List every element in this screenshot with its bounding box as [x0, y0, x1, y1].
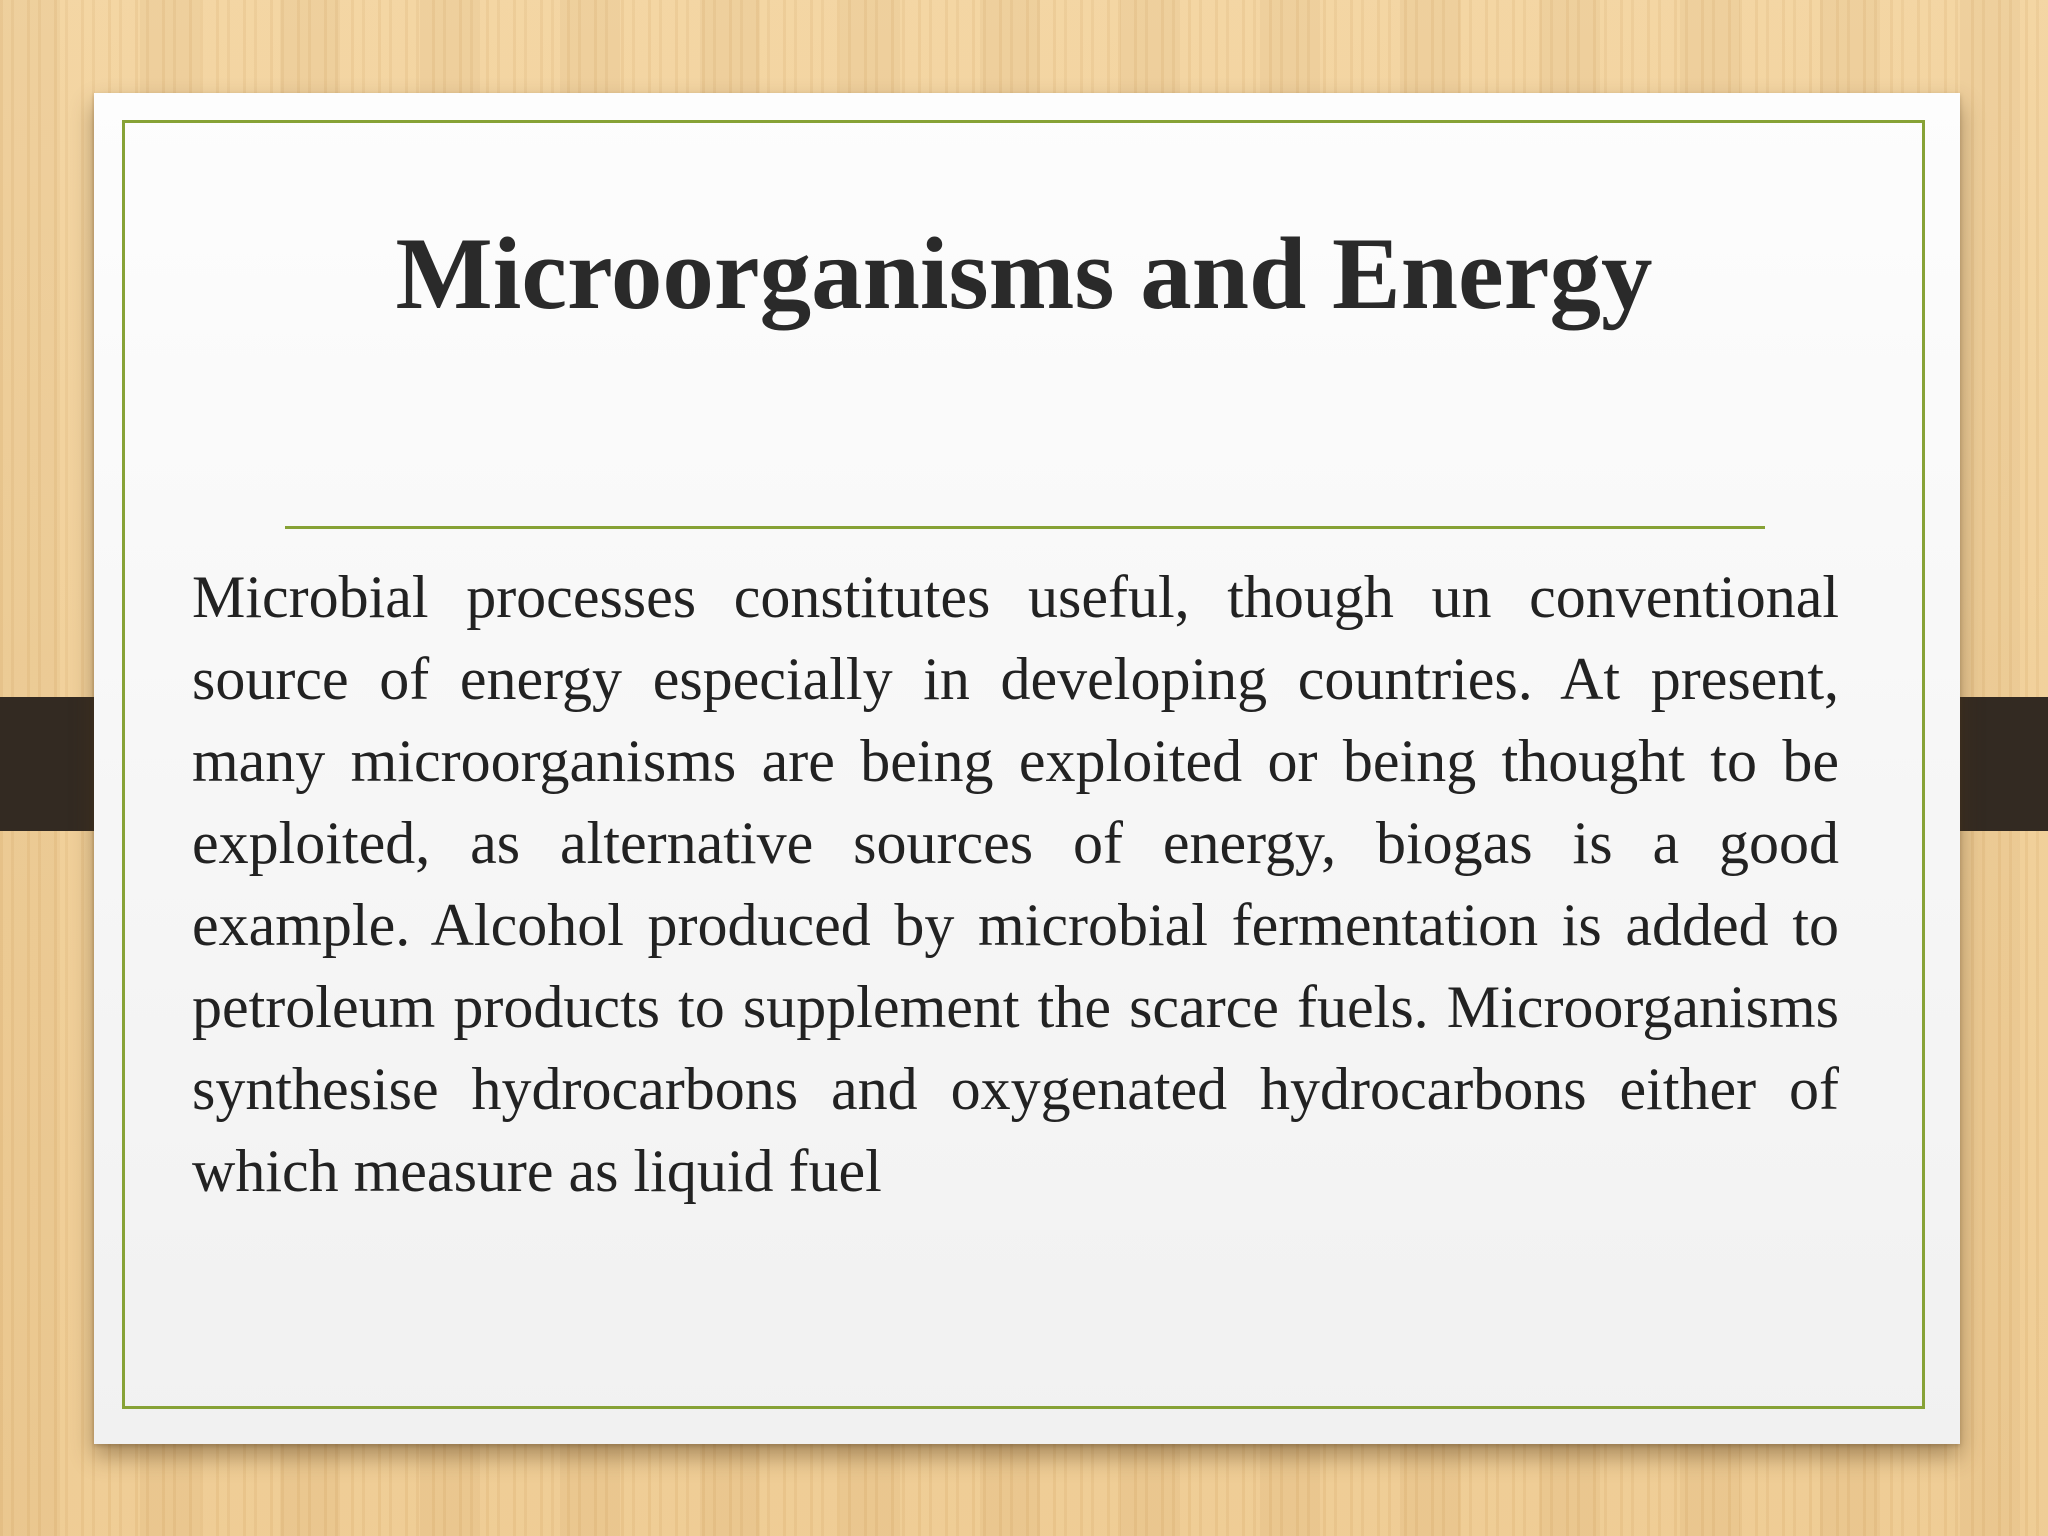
- slide-body-text: Microbial processes constitutes useful, though un conventional source of energy especially in developing countries. At present, many microorganisms are being exploited or being thought to be exploited, as alternative sources of energy, biogas is a good example. Alcohol produced by microbial fermentation is added to petroleum products to supplement the scarce fuels. Microorganisms synthesise hydrocarbons and oxygenated hydrocarbons either of which measure as liquid fuel: [192, 564, 1839, 1204]
- slide-title: Microorganisms and Energy: [395, 217, 1653, 331]
- title-divider: [285, 526, 1765, 529]
